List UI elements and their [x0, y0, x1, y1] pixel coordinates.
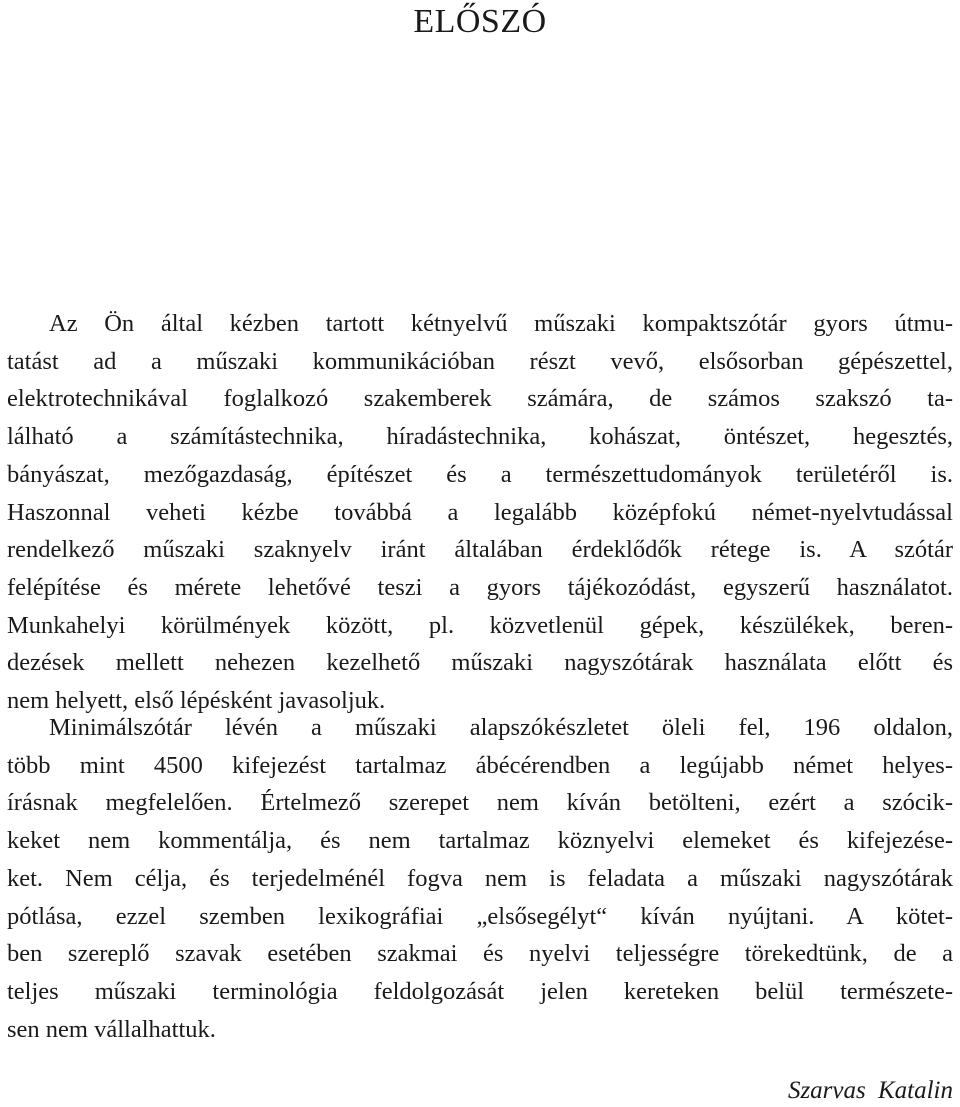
- paragraph-line: Munkahelyi körülmények között, pl. közvetlenül gépek, készülékek, beren-: [7, 611, 953, 639]
- paragraph-line: felépítése és mérete lehetővé teszi a gyors tájékozódást, egyszerű használatot.: [7, 573, 953, 601]
- paragraph-line: több mint 4500 kifejezést tartalmaz ábécérendben a legújabb német helyes-: [7, 751, 953, 779]
- paragraph-line: írásnak megfelelően. Értelmező szerepet nem kíván betölteni, ezért a szócik-: [7, 789, 953, 817]
- paragraph-line: elektrotechnikával foglalkozó szakemberek számára, de számos szakszó ta-: [7, 385, 953, 413]
- paragraph-line: Minimálszótár lévén a műszaki alapszókészletet öleli fel, 196 oldalon,: [49, 714, 953, 741]
- paragraph-line: dezések mellett nehezen kezelhető műszaki nagyszótárak használata előtt és: [7, 649, 953, 677]
- paragraph-line: nem helyett, első lépésként javasoljuk.: [7, 687, 386, 715]
- paragraph-2: [7, 709, 953, 1048]
- paragraph-line: rendelkező műszaki szaknyelv iránt általában érdeklődők rétege is. A szótár: [7, 536, 953, 564]
- paragraph-line: keket nem kommentálja, és nem tartalmaz köznyelvi elemeket és kifejezése-: [7, 827, 953, 855]
- paragraph-line: lálható a számítástechnika, híradástechnika, kohászat, öntészet, hegesztés,: [7, 423, 953, 451]
- paragraph-line: Az Ön által kézben tartott kétnyelvű műszaki kompaktszótár gyors útmu-: [49, 310, 953, 337]
- paragraph-line: pótlása, ezzel szemben lexikográfiai „elsősegélyt“ kíván nyújtani. A kötet-: [7, 902, 953, 930]
- paragraph-line: tatást ad a műszaki kommunikációban részt vevő, elsősorban gépészettel,: [7, 347, 953, 375]
- author-signature: Szarvas Katalin: [787, 1077, 953, 1104]
- paragraph-line: sen nem vállalhattuk.: [7, 1015, 216, 1043]
- paragraph-line: bányászat, mezőgazdaság, építészet és a természettudományok területéről is.: [7, 460, 953, 488]
- page-title: ELŐSZÓ: [413, 3, 547, 40]
- paragraph-line: ket. Nem célja, és terjedelménél fogva nem is feladata a műszaki nagyszótárak: [7, 864, 953, 892]
- paragraph-line: Haszonnal veheti kézbe továbbá a legalább középfokú német-nyelvtudással: [7, 498, 953, 526]
- paragraph-line: teljes műszaki terminológia feldolgozását jelen kereteken belül természete-: [7, 977, 953, 1005]
- paragraph-1: [7, 305, 953, 720]
- paragraph-line: ben szereplő szavak esetében szakmai és nyelvi teljességre törekedtünk, de a: [7, 940, 953, 968]
